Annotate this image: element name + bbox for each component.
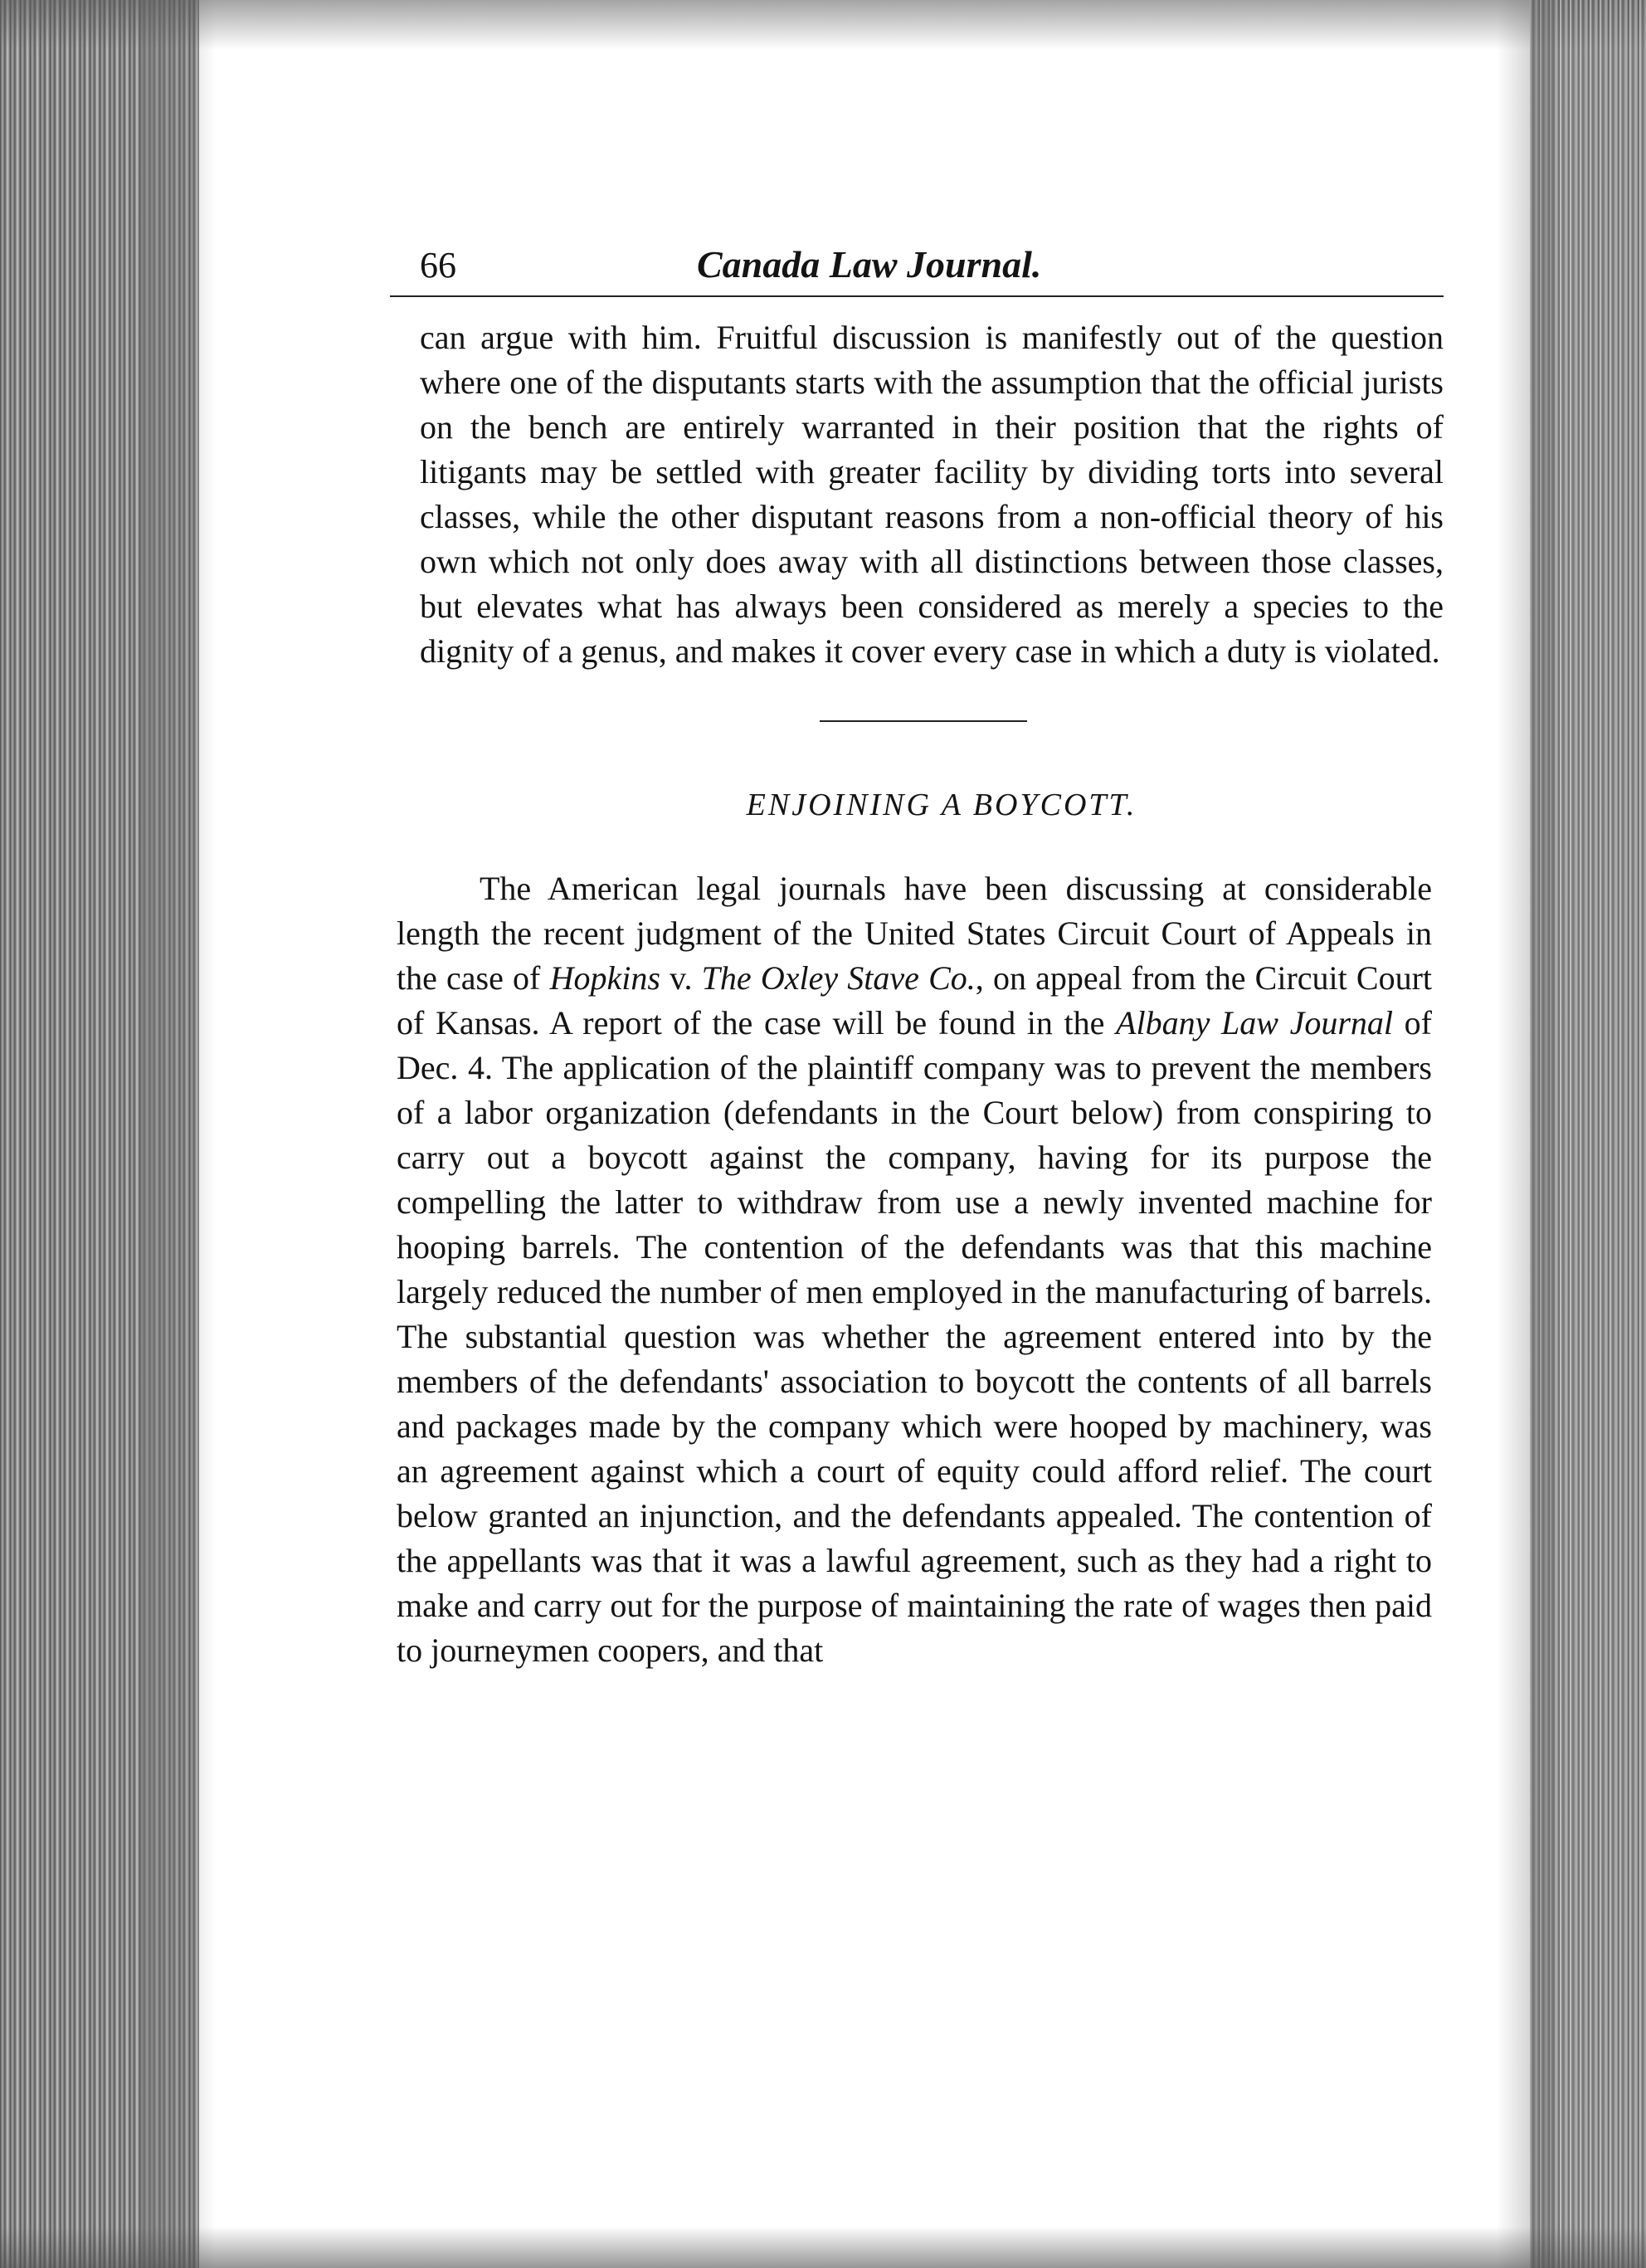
journal-citation: Albany Law Journal [1116,1004,1394,1041]
running-head [390,241,1444,297]
paragraph-boycott [390,866,1444,1673]
scan-top-edge [0,0,1646,50]
paragraph-text: The American legal journals have been discussing at considerable length the recent judgment of the United States Circuit Court of Appeals in the case of [397,870,1432,997]
article-body [390,315,1444,1673]
paragraph-text: , on appeal from the Circuit Court of Kansas. A report of the case will be found in the [397,959,1433,1041]
page-number: 66 [420,245,456,285]
case-party-name: Hopkins [549,959,660,997]
case-party-name: The Oxley Stave Co. [701,959,976,997]
scan-right-shadow [1497,0,1555,2268]
section-heading: ENJOINING A BOYCOTT. [746,788,1137,822]
paragraph-text: of Dec. 4. The application of the plaintiff company was to prevent the members of a labor organization (defendants in the Court below) from conspiring to carry out a boycott against the company, having for its purpose the compelling the latter to withdraw from use a newly invented machine for hooping barrels. The contention of the defendants was that this machine largely reduced the number of men employed in the manufacturing of barrels. The substantial question was whether the agreement entered into by the members of the defendants' association to boycott the contents of all barrels and packages made by the company which were hooped by machinery, was an agreement against which a court of equity could afford relief. The court below granted an injunction, and the defendants appealed. The contention of the appellants was that it was a lawful agreement, such as they had a right to make and carry out for the purpose of maintaining the rate of wages then paid to journeymen coopers, and that [397,1004,1432,1669]
section-divider-rule [820,720,1027,722]
paragraph-continued: can argue with him. Fruitful discussion is manifestly out of the question where one of the disputants starts with the assumption that the official jurists on the bench are entirely warranted in their position that the rights of litigants may be settled with greater facility by dividing torts into several classes, while the other disputant reasons from a non-official theory of his own which not only does away with all distinctions between those classes, but elevates what has always been considered as merely a species to the dignity of a genus, and makes it cover every case in which a duty is violated. [420,319,1444,670]
paragraph-text: v. [660,959,702,997]
scan-bottom-edge [0,2227,1646,2268]
journal-title: Canada Law Journal. [697,243,1042,285]
scan-binding-shadow [141,0,216,2268]
journal-page [390,241,1444,1673]
